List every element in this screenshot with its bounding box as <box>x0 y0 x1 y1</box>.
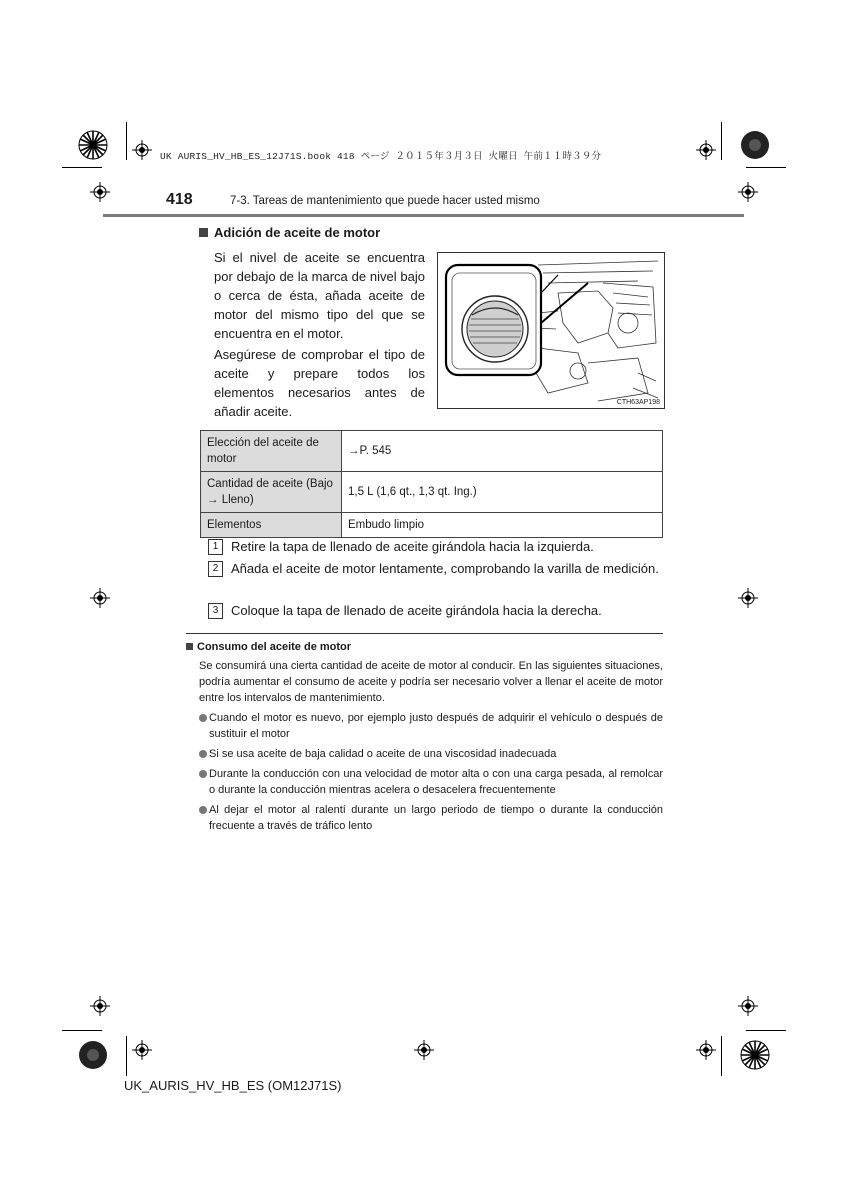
crosshair-mark-icon <box>696 140 716 160</box>
crosshair-mark-icon <box>738 182 758 202</box>
table-key: Cantidad de aceite (Bajo → Lleno) <box>201 472 342 513</box>
step-text: Retire la tapa de llenado de aceite girándola hacia la izquierda. <box>231 539 594 554</box>
bullet-dot-icon <box>199 806 207 814</box>
registration-mark-icon <box>78 130 108 160</box>
table-value: 1,5 L (1,6 qt., 1,3 qt. Ing.) <box>342 472 663 513</box>
crosshair-mark-icon <box>90 588 110 608</box>
table-key: Elementos <box>201 513 342 538</box>
subheading <box>199 225 380 240</box>
crosshair-mark-icon <box>90 182 110 202</box>
crosshair-mark-icon <box>90 996 110 1016</box>
registration-mark-icon <box>740 130 770 160</box>
section-title: 7-3. Tareas de mantenimiento que puede hacer usted mismo <box>230 195 540 207</box>
table-row <box>201 513 663 538</box>
note-rule <box>186 633 663 634</box>
bullet-dot-icon <box>199 770 207 778</box>
step-item <box>208 537 663 557</box>
table-row <box>201 431 663 472</box>
crosshair-mark-icon <box>414 1040 434 1060</box>
step-item <box>208 601 663 621</box>
crosshair-mark-icon <box>132 1040 152 1060</box>
step-number: 3 <box>208 603 223 619</box>
oil-spec-table <box>200 430 663 538</box>
crosshair-mark-icon <box>132 140 152 160</box>
step-text: Coloque la tapa de llenado de aceite girándola hacia la derecha. <box>231 603 602 618</box>
engine-bay-illustration <box>438 253 664 408</box>
note-title: Consumo del aceite de motor <box>197 641 352 653</box>
figure-caption: CTH63AP198 <box>616 399 660 406</box>
list-item <box>199 766 663 798</box>
engine-oil-cap-figure <box>437 252 665 409</box>
step-item <box>208 559 663 579</box>
list-item-text: Al dejar el motor al ralentí durante un largo periodo de tiempo o durante la conducción frecuente a través de tráfico lento <box>209 804 663 832</box>
square-bullet-icon <box>186 643 193 650</box>
page-number: 418 <box>166 191 193 208</box>
list-item <box>199 746 663 762</box>
list-item-text: Si se usa aceite de baja calidad o aceite de una viscosidad inadecuada <box>209 748 557 760</box>
check-paragraph: Asegúrese de comprobar el tipo de aceite y prepare todos los elementos necesarios antes de añadir aceite. <box>214 347 425 419</box>
note-body: Se consumirá una cierta cantidad de aceite de motor al conducir. En las siguientes situaciones, podría aumentar el consumo de aceite y podría ser necesario volver a llenar el aceite de motor entre los intervalos de mantenimiento. <box>199 660 663 704</box>
bullet-dot-icon <box>199 714 207 722</box>
table-row <box>201 472 663 513</box>
registration-mark-icon <box>78 1040 108 1070</box>
document-footer: UK_AURIS_HV_HB_ES (OM12J71S) <box>124 1078 342 1093</box>
intro-paragraph: Si el nivel de aceite se encuentra por debajo de la marca de nivel bajo o cerca de ésta, añada aceite de motor del mismo tipo del que se encuentra en el motor. <box>214 250 425 341</box>
square-bullet-icon <box>199 228 208 237</box>
crosshair-mark-icon <box>738 588 758 608</box>
step-text: Añada el aceite de motor lentamente, comprobando la varilla de medición. <box>231 561 659 576</box>
step-number: 1 <box>208 539 223 555</box>
note-heading <box>186 641 351 653</box>
crosshair-mark-icon <box>696 1040 716 1060</box>
table-value: →P. 545 <box>342 431 663 472</box>
subheading-text: Adición de aceite de motor <box>214 225 381 240</box>
bullet-dot-icon <box>199 750 207 758</box>
crosshair-mark-icon <box>738 996 758 1016</box>
list-item <box>199 802 663 834</box>
step-number: 2 <box>208 561 223 577</box>
list-item-text: Cuando el motor es nuevo, por ejemplo justo después de adquirir el vehículo o después de sustituir el motor <box>209 712 663 740</box>
table-value: Embudo limpio <box>342 513 663 538</box>
header-rule <box>103 214 744 217</box>
list-item-text: Durante la conducción con una velocidad de motor alta o con una carga pesada, al remolcar o durante la conducción mientras acelera o desacelera frecuentemente <box>209 768 663 796</box>
table-key: Elección del aceite de motor <box>201 431 342 472</box>
list-item <box>199 710 663 742</box>
book-file-header: UK AURIS_HV_HB_ES_12J71S.book 418 ページ ２０１５年３月３日 火曜日 午前１１時３９分 <box>160 151 602 162</box>
registration-mark-icon <box>740 1040 770 1070</box>
